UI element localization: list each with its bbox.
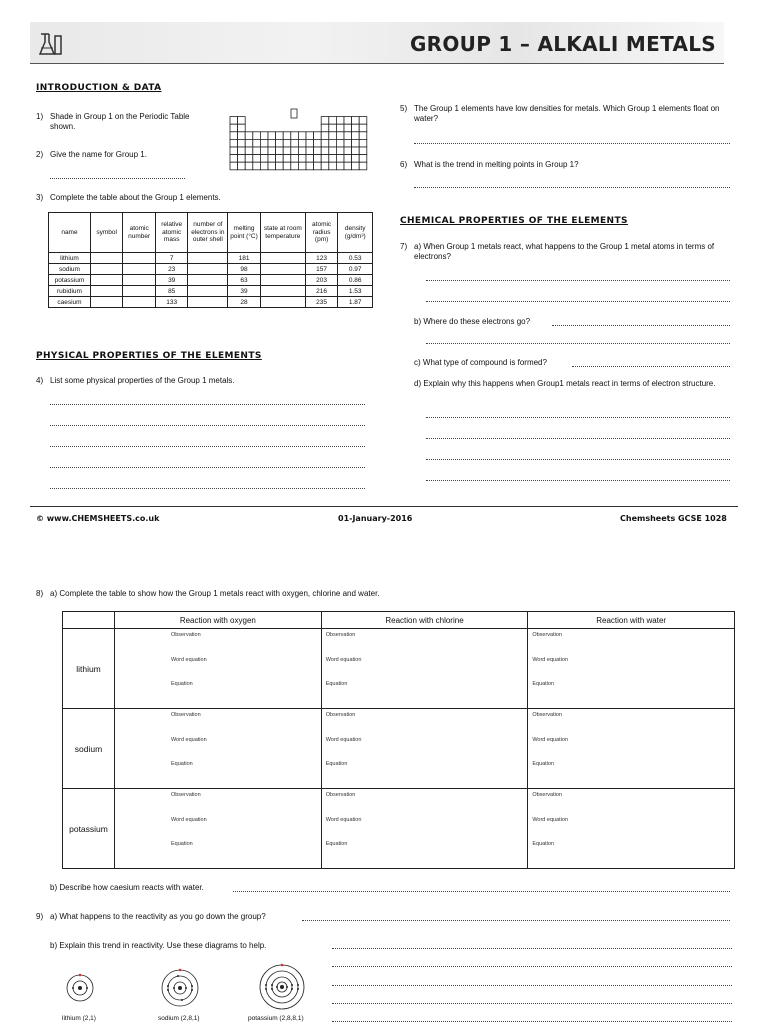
q4-text: List some physical properties of the Group 1 metals. xyxy=(50,376,235,385)
cell-radius: 235 xyxy=(305,297,338,308)
periodic-table-cell[interactable] xyxy=(344,117,352,125)
observation-label: Observation xyxy=(325,712,356,718)
q7b-answer-line[interactable] xyxy=(426,343,730,344)
periodic-table-cell[interactable] xyxy=(283,132,291,140)
periodic-table-cell[interactable] xyxy=(298,162,306,170)
hydrogen-cell[interactable] xyxy=(291,109,297,118)
periodic-table-cell[interactable] xyxy=(352,162,360,170)
header-atomic-radius: atomic radius (pm) xyxy=(305,213,338,253)
row-label-lithium: lithium xyxy=(63,629,115,709)
cell-mass: 7 xyxy=(155,253,188,264)
q7c-text: c) What type of compound is formed? xyxy=(414,358,547,367)
q8b-answer-line[interactable] xyxy=(233,891,730,892)
equation-label: Equation xyxy=(170,761,193,767)
table-row xyxy=(49,264,373,275)
periodic-table-cell[interactable] xyxy=(314,139,322,147)
periodic-table-cell[interactable] xyxy=(245,162,253,170)
header-melting-point: melting point (°C) xyxy=(228,213,261,253)
section-heading-physical: PHYSICAL PROPERTIES OF THE ELEMENTS xyxy=(36,351,262,361)
q7-number: 7) xyxy=(400,242,408,251)
answer-cell[interactable] xyxy=(114,789,321,869)
q4-answer-line[interactable] xyxy=(50,425,365,426)
q5-answer-line[interactable] xyxy=(414,143,730,144)
periodic-table-cell[interactable] xyxy=(253,139,261,147)
periodic-table-cell[interactable] xyxy=(306,147,314,155)
periodic-table-cell[interactable] xyxy=(306,155,314,163)
periodic-table-cell[interactable] xyxy=(329,124,337,132)
q7b-text: b) Where do these electrons go? xyxy=(414,317,531,326)
periodic-table-cell[interactable] xyxy=(283,139,291,147)
periodic-table-cell[interactable] xyxy=(276,155,284,163)
cell-symbol[interactable] xyxy=(90,286,123,297)
equation-label: Equation xyxy=(170,841,193,847)
q9b-text: b) Explain this trend in reactivity. Use these diagrams to help. xyxy=(50,941,267,950)
periodic-table-outline[interactable] xyxy=(229,108,369,176)
page-title: GROUP 1 – ALKALI METALS xyxy=(409,32,716,56)
q9b-answer-line[interactable] xyxy=(332,985,732,986)
cell-name: potassium xyxy=(49,275,91,286)
periodic-table-cell[interactable] xyxy=(230,155,238,163)
periodic-table-cell[interactable] xyxy=(230,132,238,140)
periodic-table-cell[interactable] xyxy=(276,132,284,140)
cell-mass: 85 xyxy=(155,286,188,297)
header-symbol: symbol xyxy=(90,213,123,253)
periodic-table-cell[interactable] xyxy=(238,155,246,163)
equation-label: Equation xyxy=(532,841,555,847)
cell-electrons[interactable] xyxy=(188,297,228,308)
periodic-table-cell[interactable] xyxy=(268,139,276,147)
periodic-table-cell[interactable] xyxy=(329,132,337,140)
periodic-table-cell[interactable] xyxy=(306,139,314,147)
periodic-table-cell[interactable] xyxy=(245,147,253,155)
periodic-table-cell[interactable] xyxy=(321,147,329,155)
word-equation-label: Word equation xyxy=(170,657,207,663)
periodic-table-cell[interactable] xyxy=(352,117,360,125)
sodium-atom-diagram xyxy=(158,966,202,1010)
cell-density: 0.53 xyxy=(338,253,373,264)
word-equation-label: Word equation xyxy=(170,737,207,743)
q6-text: What is the trend in melting points in Group 1? xyxy=(414,160,579,169)
periodic-table-cell[interactable] xyxy=(276,162,284,170)
periodic-table-cell[interactable] xyxy=(268,155,276,163)
q7d-text: d) Explain why this happens when Group1 metals react in terms of electron structure. xyxy=(414,379,716,388)
cell-name: lithium xyxy=(49,253,91,264)
cell-atomic-number[interactable] xyxy=(123,253,156,264)
cell-radius: 157 xyxy=(305,264,338,275)
cell-electrons[interactable] xyxy=(188,253,228,264)
q5-number: 5) xyxy=(400,104,408,113)
cell-radius: 203 xyxy=(305,275,338,286)
periodic-table-cell[interactable] xyxy=(276,147,284,155)
word-equation-label: Word equation xyxy=(325,657,362,663)
q4-answer-line[interactable] xyxy=(50,467,365,468)
periodic-table-cell[interactable] xyxy=(344,155,352,163)
q7a-text: a) When Group 1 metals react, what happens to the Group 1 metal atoms in terms of electrons? xyxy=(414,242,715,261)
cell-mp: 181 xyxy=(228,253,261,264)
observation-label: Observation xyxy=(532,792,562,798)
periodic-table-cell[interactable] xyxy=(336,124,344,132)
periodic-table-cell[interactable] xyxy=(298,132,306,140)
q4-answer-line[interactable] xyxy=(50,446,365,447)
cell-mp: 63 xyxy=(228,275,261,286)
header-chlorine: Reaction with chlorine xyxy=(321,612,528,629)
q8b-text: b) Describe how caesium reacts with water. xyxy=(50,883,204,892)
periodic-table-cell[interactable] xyxy=(291,147,299,155)
periodic-table-cell[interactable] xyxy=(268,162,276,170)
periodic-table-cell[interactable] xyxy=(253,147,261,155)
periodic-table-cell[interactable] xyxy=(321,139,329,147)
row-label-potassium: potassium xyxy=(63,789,115,869)
header-name: name xyxy=(49,213,91,253)
periodic-table-cell[interactable] xyxy=(336,155,344,163)
periodic-table-cell[interactable] xyxy=(238,139,246,147)
periodic-table-cell[interactable] xyxy=(238,132,246,140)
periodic-table-cell[interactable] xyxy=(329,139,337,147)
periodic-table-cell[interactable] xyxy=(329,162,337,170)
corner-cell xyxy=(63,612,115,629)
q7c-answer-line[interactable] xyxy=(572,366,730,367)
q7a-answer-line[interactable] xyxy=(426,280,730,281)
observation-label: Observation xyxy=(170,712,201,718)
periodic-table-cell[interactable] xyxy=(283,162,291,170)
periodic-table-cell[interactable] xyxy=(336,132,344,140)
periodic-table-cell[interactable] xyxy=(238,124,246,132)
cell-electrons[interactable] xyxy=(188,275,228,286)
periodic-table-cell[interactable] xyxy=(359,162,367,170)
periodic-table-cell[interactable] xyxy=(260,155,268,163)
answer-cell[interactable] xyxy=(528,629,735,709)
q2-answer-line[interactable] xyxy=(50,178,185,179)
word-equation-label: Word equation xyxy=(532,817,569,823)
periodic-table-cell[interactable] xyxy=(321,117,329,125)
cell-radius: 216 xyxy=(305,286,338,297)
table-row xyxy=(49,253,373,264)
q9a-answer-line[interactable] xyxy=(302,920,730,921)
answer-cell[interactable] xyxy=(321,709,528,789)
q6-number: 6) xyxy=(400,160,408,169)
periodic-table-cell[interactable] xyxy=(230,147,238,155)
word-equation-label: Word equation xyxy=(532,657,569,663)
cell-symbol[interactable] xyxy=(90,297,123,308)
periodic-table-cell[interactable] xyxy=(359,124,367,132)
periodic-table-cell[interactable] xyxy=(291,139,299,147)
q9b-answer-line[interactable] xyxy=(332,948,732,949)
lithium-atom-diagram xyxy=(62,968,98,1008)
periodic-table-cell[interactable] xyxy=(238,147,246,155)
periodic-table-cell[interactable] xyxy=(291,155,299,163)
periodic-table-cell[interactable] xyxy=(314,147,322,155)
cell-mass: 39 xyxy=(155,275,188,286)
cell-atomic-number[interactable] xyxy=(123,297,156,308)
header-water: Reaction with water xyxy=(528,612,735,629)
q9b-answer-line[interactable] xyxy=(332,1021,732,1022)
cell-electrons[interactable] xyxy=(188,264,228,275)
periodic-table-cell[interactable] xyxy=(283,147,291,155)
table-row xyxy=(49,297,373,308)
periodic-table-cell[interactable] xyxy=(359,132,367,140)
equation-label: Equation xyxy=(325,841,348,847)
periodic-table-cell[interactable] xyxy=(359,139,367,147)
periodic-table-cell[interactable] xyxy=(260,147,268,155)
periodic-table-cell[interactable] xyxy=(344,124,352,132)
row-label-sodium: sodium xyxy=(63,709,115,789)
q7d-answer-line[interactable] xyxy=(426,480,730,481)
observation-label: Observation xyxy=(532,712,562,718)
periodic-table-cell[interactable] xyxy=(321,124,329,132)
periodic-table-cell[interactable] xyxy=(306,132,314,140)
q3-number: 3) xyxy=(36,193,44,202)
cell-density: 1.53 xyxy=(338,286,373,297)
header-density: density (g/dm³) xyxy=(338,213,373,253)
q4-number: 4) xyxy=(36,376,44,385)
q1-number: 1) xyxy=(36,112,44,121)
header-state: state at room temperature xyxy=(260,213,305,253)
header-atomic-number: atomic number xyxy=(123,213,156,253)
periodic-table-cell[interactable] xyxy=(321,155,329,163)
cell-atomic-number[interactable] xyxy=(123,264,156,275)
table-row xyxy=(63,629,735,709)
q7d-answer-line[interactable] xyxy=(426,438,730,439)
q1-text: Shade in Group 1 on the Periodic Table shown. xyxy=(50,112,190,131)
answer-cell[interactable] xyxy=(321,789,528,869)
periodic-table-cell[interactable] xyxy=(336,139,344,147)
header-oxygen: Reaction with oxygen xyxy=(114,612,321,629)
cell-mp: 39 xyxy=(228,286,261,297)
cell-state[interactable] xyxy=(260,275,305,286)
periodic-table-cell[interactable] xyxy=(260,162,268,170)
table-row xyxy=(63,709,735,789)
periodic-table-cell[interactable] xyxy=(253,155,261,163)
periodic-table-cell[interactable] xyxy=(314,162,322,170)
cell-electrons[interactable] xyxy=(188,286,228,297)
potassium-atom-label: potassium (2,8,8,1) xyxy=(248,1015,304,1022)
periodic-table-cell[interactable] xyxy=(306,162,314,170)
cell-name: sodium xyxy=(49,264,91,275)
answer-cell[interactable] xyxy=(528,709,735,789)
answer-cell[interactable] xyxy=(528,789,735,869)
periodic-table-cell[interactable] xyxy=(260,132,268,140)
q8-number: 8) xyxy=(36,589,44,598)
word-equation-label: Word equation xyxy=(532,737,569,743)
periodic-table-cell[interactable] xyxy=(352,124,360,132)
word-equation-label: Word equation xyxy=(325,817,362,823)
cell-atomic-number[interactable] xyxy=(123,275,156,286)
periodic-table-cell[interactable] xyxy=(276,139,284,147)
periodic-table-cell[interactable] xyxy=(314,132,322,140)
periodic-table-cell[interactable] xyxy=(268,147,276,155)
periodic-table-cell[interactable] xyxy=(230,124,238,132)
periodic-table-cell[interactable] xyxy=(298,155,306,163)
periodic-table-cell[interactable] xyxy=(298,147,306,155)
periodic-table-cell[interactable] xyxy=(352,139,360,147)
header-relative-atomic-mass: relative atomic mass xyxy=(155,213,188,253)
potassium-atom-diagram xyxy=(254,960,310,1014)
observation-label: Observation xyxy=(532,632,562,638)
footer-date: 01-January-2016 xyxy=(338,514,413,523)
periodic-table-cell[interactable] xyxy=(329,117,337,125)
cell-mass: 23 xyxy=(155,264,188,275)
table-row xyxy=(63,789,735,869)
cell-symbol[interactable] xyxy=(90,275,123,286)
periodic-table-cell[interactable] xyxy=(238,117,246,125)
periodic-table-cell[interactable] xyxy=(359,147,367,155)
cell-state[interactable] xyxy=(260,264,305,275)
equation-label: Equation xyxy=(325,761,348,767)
q7a-answer-line[interactable] xyxy=(426,301,730,302)
lab-glassware-icon xyxy=(36,28,66,58)
periodic-table-cell[interactable] xyxy=(260,139,268,147)
cell-density: 1.87 xyxy=(338,297,373,308)
sodium-atom-label: sodium (2,8,1) xyxy=(158,1015,200,1022)
periodic-table-cell[interactable] xyxy=(314,155,322,163)
q2-text: Give the name for Group 1. xyxy=(50,150,147,159)
title-banner xyxy=(30,22,724,64)
footer-rule xyxy=(30,506,738,507)
reactions-table xyxy=(62,611,735,869)
cell-mass: 133 xyxy=(155,297,188,308)
cell-mp: 98 xyxy=(228,264,261,275)
word-equation-label: Word equation xyxy=(170,817,207,823)
equation-label: Equation xyxy=(532,681,555,687)
cell-mp: 28 xyxy=(228,297,261,308)
q8a-text: a) Complete the table to show how the Group 1 metals react with oxygen, chlorine and water. xyxy=(50,589,380,598)
equation-label: Equation xyxy=(532,761,555,767)
q9b-answer-line[interactable] xyxy=(332,1003,732,1004)
observation-label: Observation xyxy=(170,632,201,638)
periodic-table-cell[interactable] xyxy=(253,162,261,170)
q7d-answer-line[interactable] xyxy=(426,417,730,418)
periodic-table-cell[interactable] xyxy=(230,139,238,147)
periodic-table-cell[interactable] xyxy=(291,132,299,140)
cell-density: 0.86 xyxy=(338,275,373,286)
q3-text: Complete the table about the Group 1 elements. xyxy=(50,193,221,202)
periodic-table-cell[interactable] xyxy=(230,117,238,125)
q7d-answer-line[interactable] xyxy=(426,459,730,460)
q5-text: The Group 1 elements have low densities for metals. Which Group 1 elements float on water? xyxy=(414,104,720,123)
periodic-table-cell[interactable] xyxy=(268,132,276,140)
periodic-table-cell[interactable] xyxy=(321,132,329,140)
cell-state[interactable] xyxy=(260,297,305,308)
periodic-table-cell[interactable] xyxy=(344,132,352,140)
table-row xyxy=(49,275,373,286)
periodic-table-cell[interactable] xyxy=(245,132,253,140)
cell-state[interactable] xyxy=(260,286,305,297)
periodic-table-cell[interactable] xyxy=(359,155,367,163)
footer-website: © www.CHEMSHEETS.co.uk xyxy=(36,514,160,523)
cell-radius: 123 xyxy=(305,253,338,264)
group1-data-table xyxy=(48,212,373,308)
cell-name: caesium xyxy=(49,297,91,308)
table-row xyxy=(49,286,373,297)
answer-cell[interactable] xyxy=(321,629,528,709)
word-equation-label: Word equation xyxy=(325,737,362,743)
observation-label: Observation xyxy=(325,792,356,798)
periodic-table-cell[interactable] xyxy=(291,162,299,170)
periodic-table-cell[interactable] xyxy=(253,132,261,140)
periodic-table-cell[interactable] xyxy=(245,139,253,147)
periodic-table-cell[interactable] xyxy=(283,155,291,163)
periodic-table-cell[interactable] xyxy=(344,162,352,170)
periodic-table-cell[interactable] xyxy=(352,155,360,163)
periodic-table-cell[interactable] xyxy=(329,147,337,155)
section-heading-chemical: CHEMICAL PROPERTIES OF THE ELEMENTS xyxy=(400,216,628,226)
observation-label: Observation xyxy=(325,632,356,638)
periodic-table-cell[interactable] xyxy=(344,139,352,147)
periodic-table-cell[interactable] xyxy=(298,139,306,147)
q2-number: 2) xyxy=(36,150,44,159)
periodic-table-cell[interactable] xyxy=(238,162,246,170)
q4-answer-line[interactable] xyxy=(50,488,365,489)
cell-density: 0.97 xyxy=(338,264,373,275)
cell-symbol[interactable] xyxy=(90,253,123,264)
periodic-table-cell[interactable] xyxy=(336,162,344,170)
cell-symbol[interactable] xyxy=(90,264,123,275)
q9a-text: a) What happens to the reactivity as you go down the group? xyxy=(50,912,266,921)
periodic-table-cell[interactable] xyxy=(352,132,360,140)
periodic-table-cell[interactable] xyxy=(336,147,344,155)
header-outer-electrons: number of electrons in outer shell xyxy=(188,213,228,253)
observation-label: Observation xyxy=(170,792,201,798)
cell-state[interactable] xyxy=(260,253,305,264)
periodic-table-cell[interactable] xyxy=(230,162,238,170)
section-heading-intro: INTRODUCTION & DATA xyxy=(36,83,162,93)
footer-code: Chemsheets GCSE 1028 xyxy=(620,514,727,523)
q4-answer-line[interactable] xyxy=(50,404,365,405)
q9-number: 9) xyxy=(36,912,44,921)
periodic-table-cell[interactable] xyxy=(321,162,329,170)
lithium-atom-label: lithium (2,1) xyxy=(62,1015,96,1022)
periodic-table-cell[interactable] xyxy=(245,155,253,163)
q6-answer-line[interactable] xyxy=(414,187,730,188)
periodic-table-cell[interactable] xyxy=(352,147,360,155)
answer-cell[interactable] xyxy=(114,629,321,709)
periodic-table-cell[interactable] xyxy=(336,117,344,125)
equation-label: Equation xyxy=(325,681,348,687)
periodic-table-cell[interactable] xyxy=(329,155,337,163)
answer-cell[interactable] xyxy=(114,709,321,789)
cell-name: rubidium xyxy=(49,286,91,297)
q7b-answer-line[interactable] xyxy=(552,325,730,326)
cell-atomic-number[interactable] xyxy=(123,286,156,297)
equation-label: Equation xyxy=(170,681,193,687)
periodic-table-cell[interactable] xyxy=(359,117,367,125)
periodic-table-cell[interactable] xyxy=(344,147,352,155)
q9b-answer-line[interactable] xyxy=(332,966,732,967)
